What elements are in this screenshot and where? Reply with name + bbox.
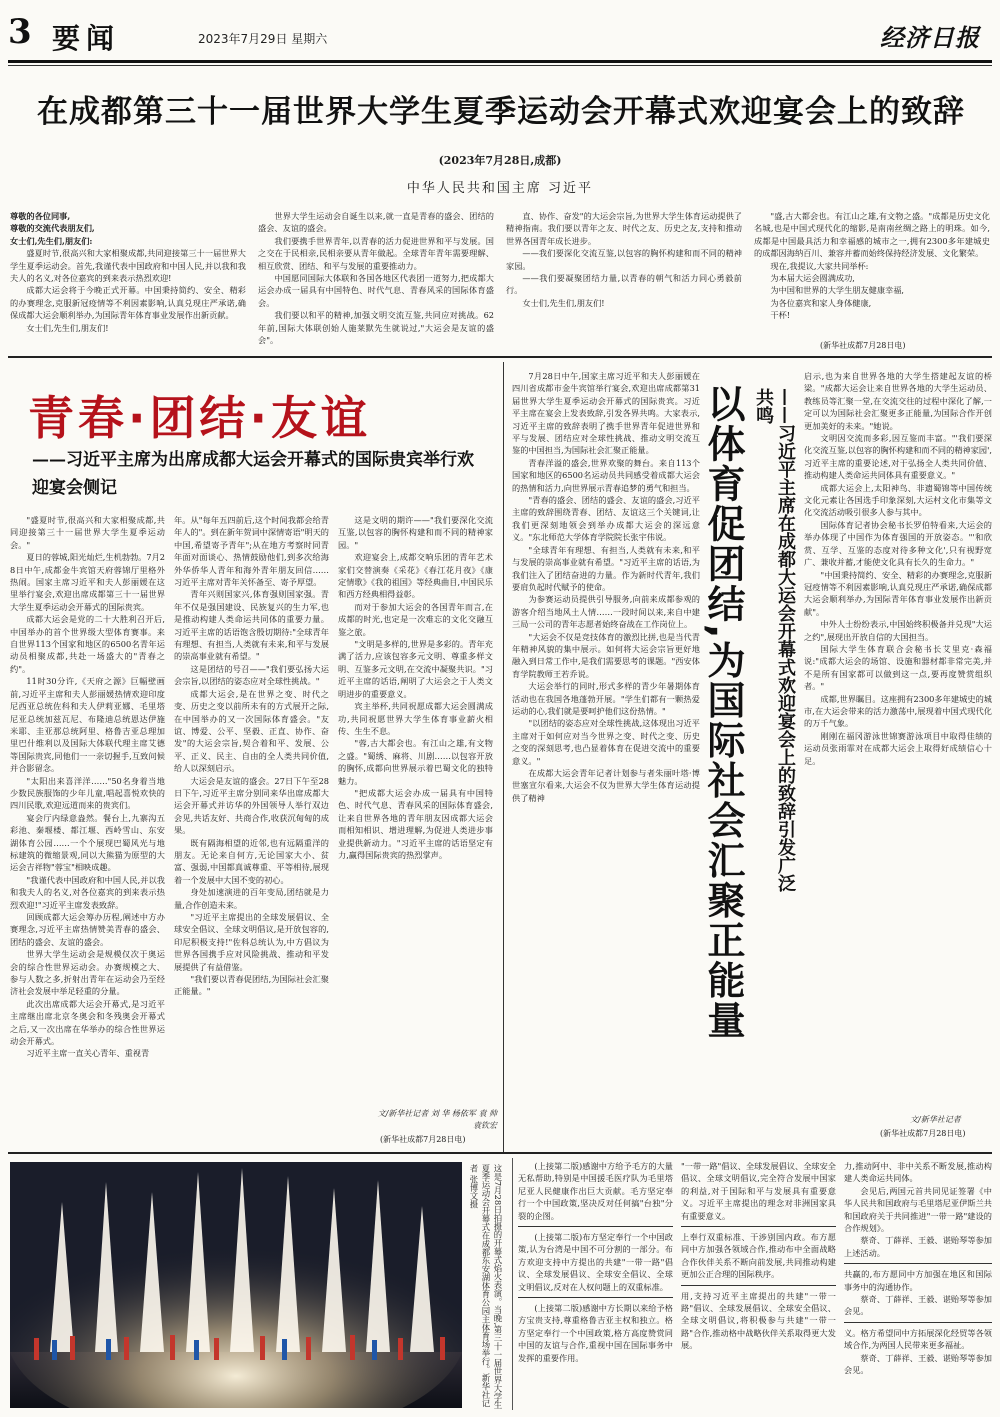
brief-separator	[844, 1322, 992, 1323]
paragraph: 成都大运会,是在世界之变、时代之变、历史之变以前所未有的方式展开之际,在中国举办的又一次国际体育盛会。"友谊、博爱、公平、坚毅、正直、协作、奋发"的大运会宗旨,契合着和平、发展、公平、正义、民主、自由的全人类共同价值,给人以深刻启示。	[174, 688, 329, 774]
speech-headline: 在成都第三十一届世界大学生夏季运动会开幕式欢迎宴会上的致辞	[37, 94, 965, 130]
paragraph: "蓉,古大都会也。有江山之雄,有文物之盛。"蜀绣、麻将、川剧……以包容开放的胸怀,成都向世界展示着巴蜀文化的独特魅力。	[338, 738, 493, 786]
feature-byline: 文/新华社记者 刘 华 杨依军 袁 帅 袁钦宏	[377, 1109, 497, 1130]
column-divider	[512, 1158, 513, 1410]
paragraph: 会见后,两国元首共同见证签署《中华人民共和国政府与毛里塔尼亚伊斯兰共和国政府关于共同推进"一带一路"建设的合作规划》。	[844, 1185, 992, 1234]
masthead-rule	[8, 60, 992, 63]
feature-source: (新华社成都7月28日电)	[380, 1135, 466, 1144]
paragraph: 大运会举行的同时,形式多样的青少年暑期体育活动也在我国各地蓬勃开展。"学生们都有一颗热爱运动的心,我们就是要呵护他们这份热情。"	[512, 681, 700, 716]
paragraph: 成都大运会上,太阳神鸟、非遗蜀锦等中国传统文化元素让各国选手印象深刻,大运村文化市集等文化交流活动吸引很多人参与其中。	[804, 482, 992, 518]
commentary-column-1	[512, 370, 700, 1146]
paragraph: 义。格方希望同中方拓展深化经贸等各领域合作,为两国人民带来更多福祉。	[844, 1327, 992, 1351]
masthead-rule-thin	[8, 65, 992, 66]
paragraph: 力,推动阿中、非中关系不断发展,推动构建人类命运共同体。	[844, 1161, 992, 1184]
paragraph: "盛夏时节,很高兴和大家相聚成都,共同迎接第三十一届世界大学生夏季运动会。"	[10, 515, 165, 550]
paragraph: (上接第二版)布方坚定奉行一个中国政策,认为台湾是中国不可分割的一部分。布方欢迎支持中方提出的共建"一带一路"倡议、全球发展倡议、全球安全倡议、全球文明倡议,反对在人权问题上的双重标准。	[518, 1232, 673, 1292]
fireworks-stage-image	[10, 1162, 462, 1408]
salutation: 尊敬的各位同事,	[10, 211, 71, 221]
paragraph: "青春的盛会、团结的盛会、友谊的盛会,习近平主席的致辞围绕青春、团结、友谊这三个关键词,让我们更深刻地领会到举办成都大运会的深远意义。"东北师范大学体育学院院长张宇伟说。	[512, 495, 700, 543]
brief-column-3	[844, 1160, 992, 1410]
paragraph: ——我们要凝聚团结力量,以青春的朝气和活力同心勇毅前行。	[506, 273, 742, 296]
ceremony-photo	[10, 1162, 462, 1408]
commentary-source: (新华社成都7月28日电)	[880, 1129, 966, 1138]
paragraph: 这是团结的号召——"我们要弘扬大运会宗旨,以团结的姿态应对全球性挑战。"	[174, 663, 329, 687]
paragraph: 而对于参加大运会的各国青年而言,在成都的时光,也定是一次难忘的文化交融互鉴之旅。	[338, 601, 493, 637]
paragraph: 中外人士纷纷表示,中国始终积极备并兑现"大运之约",展现出开放自信的大国担当。	[804, 619, 992, 642]
paragraph: 我们要携手世界青年,以青春的活力促进世界和平与发展。国之交在于民相亲,民相亲要从青年做起。全球青年青年需要理解、相互欣赏、团结、和平与发展的重要推动力。	[258, 235, 494, 271]
paragraph: 共赢的,布方愿同中方加强在地区和国际事务中的沟通协作。	[844, 1269, 992, 1292]
brief-separator	[518, 1297, 673, 1298]
paragraph: "盛,古大都会也。有江山之雄,有文物之盛。"成都是历史文化名城,也是中国式现代化的缩影,是南南丝绸之路上的明珠。如今,成都是中国最具活力和幸福感的城市之一,拥有2300多年建城史的成都因海纳百川、兼容并蓄而始终保持经济发展、文化繁荣。	[754, 211, 990, 259]
paragraph: 青年兴则国家兴,体育强则国家强。青年不仅是强国建设、民族复兴的生力军,也是推动构建人类命运共同体的重要力量。习近平主席的话语饱含殷切期待:"全球青年有理想、有担当,人类就有未来,和平与发展的崇高事业就有希望。"	[174, 589, 329, 662]
paragraph: 蔡奇、丁薛祥、王毅、谌贻琴等参加会见。	[844, 1294, 992, 1317]
speech-column-1	[10, 210, 246, 352]
brief-separator	[681, 1226, 836, 1227]
paragraph: (上接第二版)感谢中方长期以来给予格方宝贵支持,尊重格鲁吉亚主权和独立。格方坚定奉行一个中国政策,格方高度赞赏同中国的友谊与合作,重视中国在国际事务中发挥的重要作用。	[518, 1303, 673, 1363]
photo-caption: 这是7月28日拍摄的开幕式焰火表演。当晚,第三十一届世界大学生夏季运动会开幕式在成都东安湖体育公园主体育场举行。新华社记者 张博文摄	[469, 1164, 503, 1410]
paragraph: 此次出席成都大运会开幕式,是习近平主席继出席北京冬奥会和冬残奥会开幕式之后,又一次出席在华举办的综合性世界运动会开幕式。	[10, 998, 165, 1047]
paragraph: 为各位嘉宾和家人身体健康,	[770, 297, 872, 308]
paragraph: 为本届大运会圆满成功,	[770, 273, 855, 284]
section-divider	[8, 1152, 992, 1154]
paragraph: (上接第二版)感谢中方给予毛方的大量无私帮助,特别是中国援毛医疗队为毛里塔尼亚人民健康作出巨大贡献。毛方坚定奉行一个中国政策,坚决反对任何搞"台独"分裂的企图。	[518, 1161, 673, 1221]
feature-column-1	[10, 514, 165, 1154]
speech-dateline: (2023年7月28日,成都)	[438, 154, 562, 167]
paragraph: 在成都大运会青年记者计划参与者朱丽叶塔·博世塞宣尔看来,大运会不仅为世界大学生体育运动提供了精神	[512, 768, 700, 803]
paragraph: 欢迎宴会上,成都交响乐团的青年艺术家们交替演奏《采花》《春江花月夜》《康定情歌》《我的祖国》等经典曲目,中国民乐和西方经典相得益彰。	[338, 552, 493, 600]
paragraph: "我谨代表中国政府和中国人民,并以我和我夫人的名义,对各位嘉宾的到来表示热烈欢迎!"习近平主席发表致辞。	[10, 874, 165, 910]
paragraph: 直、协作、奋发"的大运会宗旨,为世界大学生体育运动提供了精神指南。我们要以青年之友、时代之友、历史之友,支持和推动世界各国青年成长进步。	[506, 211, 742, 246]
paragraph: ——我们要深化交流互鉴,以包容的胸怀构建和而不同的精神家园。	[506, 248, 742, 271]
paragraph: "一带一路"倡议、全球发展倡议、全球安全倡议、全球文明倡议,完全符合发展中国家的利益,对于国际和平与发展具有重要意义。习近平主席提出的理念对非洲国家具有重要意义。	[681, 1161, 836, 1221]
commentary-title: 以体育促团结,为国际社会汇聚正能量	[701, 384, 745, 1041]
speech-column-4	[754, 210, 990, 340]
paragraph: 世界大学生运动会是规模仅次于奥运会的综合性世界运动会。办赛规模之大、参与人数之多,折射出青年在运动会乃至经济社会发展中举足轻重的分量。	[10, 949, 165, 997]
page-number: 3	[8, 12, 32, 52]
paragraph: "把成都大运会办成一届具有中国特色、时代气息、青春风采的国际体育盛会,让来自世界各地的青年朋友因成都大运会而相知相识、增进理解,为促进人类进步事业提供新动力。"习近平主席的话语坚定有力,赢得国际贵宾的热烈掌声。	[338, 787, 493, 860]
salutation: 女士们,先生们,朋友们:	[10, 235, 93, 246]
paragraph: 成都大运会将于今晚正式开幕。中国秉持简约、安全、精彩的办赛理念,克服新冠疫情等不利因素影响,认真兑现庄严承诺,确保成都大运会顺利举办,为国际青年体育事业发展作出新贡献。	[10, 285, 246, 321]
paragraph: 宴会厅内绿意盎然。餐台上,九寨沟五彩池、秦堰楼、都江堰、西岭雪山、东安湖体育公园……一个个展现巴蜀风光与地标建筑的微缩景观,同以大熊猫为原型的大运会吉祥物"蓉宝"相映成趣。	[10, 812, 165, 873]
paragraph: 女士们,先生们,朋友们!	[26, 322, 109, 333]
commentary-subtitle: ——习近平主席在成都大运会开幕式欢迎宴会上的致辞引发广泛共鸣	[753, 388, 796, 892]
commentary-byline: 文/新华社记者	[910, 1115, 961, 1124]
paragraph: "太阳出来喜洋洋……"50名身着当地少数民族服饰的少年儿童,唱起喜悦欢快的四川民歌,欢迎远道而来的贵宾们。	[10, 775, 165, 811]
paragraph: 宾主举杯,共同祝愿成都大运会圆满成功,共同祝愿世界大学生体育事业薪火相传、生生不息。	[338, 701, 493, 736]
feature-column-2	[174, 514, 329, 1154]
paragraph: 用,支持习近平主席提出的共建"一带一路"倡议、全球发展倡议、全球安全倡议、全球文明倡议,将积极参与共建"一带一路"合作,推动格中战略伙伴关系取得更大发展。	[681, 1290, 836, 1351]
speech-column-3	[506, 210, 742, 352]
paragraph: 蔡奇、丁薛祥、王毅、谌贻琴等参加上述活动。	[844, 1235, 992, 1258]
paragraph: 习近平主席一直关心青年、重视青	[26, 1048, 150, 1059]
paragraph: 11时30分许,《天府之源》巨幅壁画前,习近平主席和夫人彭丽媛热情欢迎印度尼西亚总统佐科和夫人伊莉亚娜、毛里塔尼亚总统加兹瓦尼、布隆迪总统恩达伊施米耶、圭亚那总统阿里、格鲁吉亚总理加里巴什维利以及国际大体联代理主席艾德等国际贵宾,同他们一一亲切握手,互致问候并合影留念。	[10, 676, 165, 774]
paragraph: "大运会不仅是竞技体育的激烈比拼,也是当代青年精神风貌的集中展示。如何将大运会宗旨更好地融入到日常工作中,是我们需要思考的课题。"西安体育学院教师王若乔说。	[512, 631, 700, 679]
paragraph: 刚刚在福冈游泳世锦赛游泳项目中取得佳绩的运动员张雨霏对在成都大运会上取得好成绩信心十足。	[804, 730, 992, 766]
feature-column-3	[338, 514, 493, 1104]
paragraph: 女士们,先生们,朋友们!	[522, 297, 605, 308]
column-divider	[503, 362, 504, 1152]
paragraph: 成都,世界瞩目。这座拥有2300多年建城史的城市,在大运会带来的活力激荡中,展现着中国式现代化的万千气象。	[804, 693, 992, 729]
paragraph: 国际体育记者协会秘书长罗伯特看来,大运会的举办体现了中国作为体育强国的开放姿态。"'和欣赏、互学、互鉴的态度对待多种文化',只有视野宽广、兼收并蓄,才能使文化具有长久的生命力。"	[804, 519, 992, 568]
brief-separator	[518, 1226, 673, 1227]
paragraph: 夏日的蓉城,阳光灿烂,生机勃勃。7月28日中午,成都金牛宾馆天府蓉锦厅里格外热闹。国家主席习近平和夫人彭丽媛在这里举行宴会,欢迎出席成都第三十一届世界大学生夏季运动会开幕式的国际贵宾。	[10, 552, 165, 612]
brief-column-2	[681, 1160, 836, 1410]
paragraph: 7月28日中午,国家主席习近平和夫人彭丽媛在四川省成都市金牛宾馆举行宴会,欢迎出席成都第31届世界大学生夏季运动会开幕式的国际贵宾。习近平主席在宴会上发表致辞,引发各界共鸣。大家表示,习近平主席的致辞表明了携手世界青年促进世界和平与发展、团结应对全球性挑战、推动文明交流互鉴的中国担当,为国际社会汇聚正能量。	[512, 371, 700, 456]
paragraph: "全球青年有理想、有担当,人类就有未来,和平与发展的崇高事业就有希望。"习近平主席的话语,为我们注入了团结奋进的力量。作为新时代青年,我们要肩负起时代赋予的使命。	[512, 544, 700, 592]
speech-byline: 中华人民共和国主席 习近平	[406, 181, 594, 196]
paragraph: 上奉行双重标准、干涉别国内政。布方愿同中方加强各领域合作,推动布中全面战略合作伙伴关系不断向前发展,共同推动构建更加公正合理的国际秩序。	[681, 1232, 836, 1280]
paragraph: 身处加速演进的百年变局,团结就是力量,合作创造未来。	[174, 887, 329, 910]
paragraph: 为中国和世界的大学生朋友健康幸福,	[770, 285, 904, 296]
paragraph: 文明因交流而多彩,因互鉴而丰富。"'我们要深化交流互鉴,以包容的胸怀构建和而不同的精神家园',习近平主席的重要论述,对于弘扬全人类共同价值、推动构建人类命运共同体具有重要意义。"	[804, 433, 992, 481]
newspaper-logo: 经济日报	[880, 23, 980, 52]
paragraph: "我们要以青春促团结,为国际社会汇聚正能量。"	[174, 974, 329, 997]
issue-date: 2023年7月29日 星期六	[198, 32, 328, 46]
paragraph: "习近平主席提出的全球发展倡议、全球安全倡议、全球文明倡议,是开放包容的,印尼积极支持!"佐科总统认为,中方倡议为世界各国携手应对风险挑战、推动和平发展提供了有益借鉴。	[174, 912, 329, 972]
feature-headline: 青春·团结·友谊	[28, 391, 371, 445]
paragraph: 青春洋溢的盛会,世界欢聚的舞台。来自113个国家和地区的6500名运动员共同感受着成都大运会的热情和活力,向世界展示青春追梦的勇气和担当。	[512, 457, 700, 493]
paragraph: 成都大运会是党的二十大胜利召开后,中国举办的首个世界级大型体育赛事。来自世界113个国家和地区的6500名青年运动员相聚成都,共赴一场盛大的"青春之约"。	[10, 614, 165, 674]
paragraph: 回顾成都大运会筹办历程,阐述中方办赛理念,习近平主席热情赞美青春的盛会、团结的盛会、友谊的盛会。	[10, 912, 165, 947]
paragraph: 启示,也为来自世界各地的大学生搭建起友谊的桥梁。"成都大运会让来自世界各地的大学生运动员、教练员等汇聚一堂,在交流交往的过程中深化了解,一定可以为国际社会汇聚更多正能量,为国际合作开创更加美好的未来。"她说。	[804, 371, 992, 431]
paragraph: 蔡奇、丁薛祥、王毅、谌贻琴等参加会见。	[844, 1352, 992, 1376]
feature-subhead: ——习近平主席为出席成都大运会开幕式的国际贵宾举行欢迎宴会侧记	[32, 450, 474, 498]
paragraph: 大运会是友谊的盛会。27日下午至28日下午,习近平主席分别同来华出席成都大运会开幕式并访华的外国领导人举行双边会见,共话友好、共商合作,收获沉甸甸的成果。	[174, 775, 329, 836]
paragraph: "中国秉持简约、安全、精彩的办赛理念,克服新冠疫情等不利因素影响,认真兑现庄严承诺,确保成都大运会顺利举办,为国际青年体育事业发展作出新贡献"。	[804, 569, 992, 617]
speech-source: (新华社成都7月28日电)	[820, 341, 906, 350]
section-title: 要闻	[52, 22, 121, 55]
paragraph: 这是文明的期许——"我们要深化交流互鉴,以包容的胸怀构建和而不同的精神家园。"	[338, 515, 493, 550]
paragraph: 中国愿同国际大体联和各国各地区代表团一道努力,把成都大运会办成一届具有中国特色、时代气息、青春风采的国际体育盛会。	[258, 273, 494, 308]
speech-column-2	[258, 210, 494, 352]
brief-separator	[844, 1263, 992, 1264]
paragraph: 干杯!	[770, 310, 791, 321]
paragraph: 现在,我提议,大家共同举杯:	[770, 260, 869, 271]
paragraph: 我们要以和平的精神,加强文明交流互鉴,共同应对挑战。62年前,国际大体联创始人施莱默先生就说过,"大运会是友谊的盛会"。	[258, 310, 494, 346]
commentary-column-2	[804, 370, 992, 1112]
paragraph: 为参赛运动员提供引导服务,向前来成都参观的游客介绍当地风土人情……一段时间以来,来自中建三局一公司的青年志愿者始终奋战在工作岗位上。	[512, 594, 700, 630]
brief-separator	[681, 1285, 836, 1286]
masthead	[0, 0, 1000, 74]
section-divider	[8, 356, 992, 358]
paragraph: 国际大学生体育联合会秘书长艾里克·森福说:"成都大运会的场馆、设施和器材都非常完美,并不是所有国家都可以做到这一点,要再度赞赏组织者。"	[804, 643, 992, 692]
paragraph: "以团结的姿态应对全球性挑战,这体现出习近平主席对于如何应对当今世界之变、时代之变、历史之变的深刻思考,也凸显着体育在促进交流中的重要意义。"	[512, 718, 700, 766]
brief-column-1	[518, 1160, 673, 1410]
salutation: 尊敬的交流代表朋友们,	[10, 223, 95, 234]
paragraph: 世界大学生运动会自诞生以来,就一直是青春的盛会、团结的盛会、友谊的盛会。	[258, 211, 494, 234]
paragraph: 年。从"每年五四前后,这个时间我都会给青年人的"。到在新年贺词中深情寄语"明天的中国,希望寄予青年";从在地方考察时同青年面对面谈心、热情鼓励他们,到多次给海外华侨华人青年和海外青年朋友回信……习近平主席对青年关怀备至、寄予厚望。	[174, 515, 329, 588]
paragraph: 盛夏时节,很高兴和大家相聚成都,共同迎接第三十一届世界大学生夏季运动会。首先,我谨代表中国政府和中国人民,并以我和我夫人的名义,对各位嘉宾的到来表示热烈欢迎!	[10, 248, 246, 284]
paragraph: 既有隔海相望的近邻,也有远隔重洋的朋友。无论来自何方,无论国家大小、贫富、强弱,中国都真诚尊重、平等相待,展现着一个发展中大国不变的初心。	[174, 837, 329, 885]
paragraph: "文明是多样的,世界是多彩的。青年充满了活力,应该包容多元文明、尊重多样文明、互鉴多元文明,在交流中凝聚共识。"习近平主席的话语,阐明了大运会之于人类文明进步的重要意义。	[338, 639, 493, 699]
